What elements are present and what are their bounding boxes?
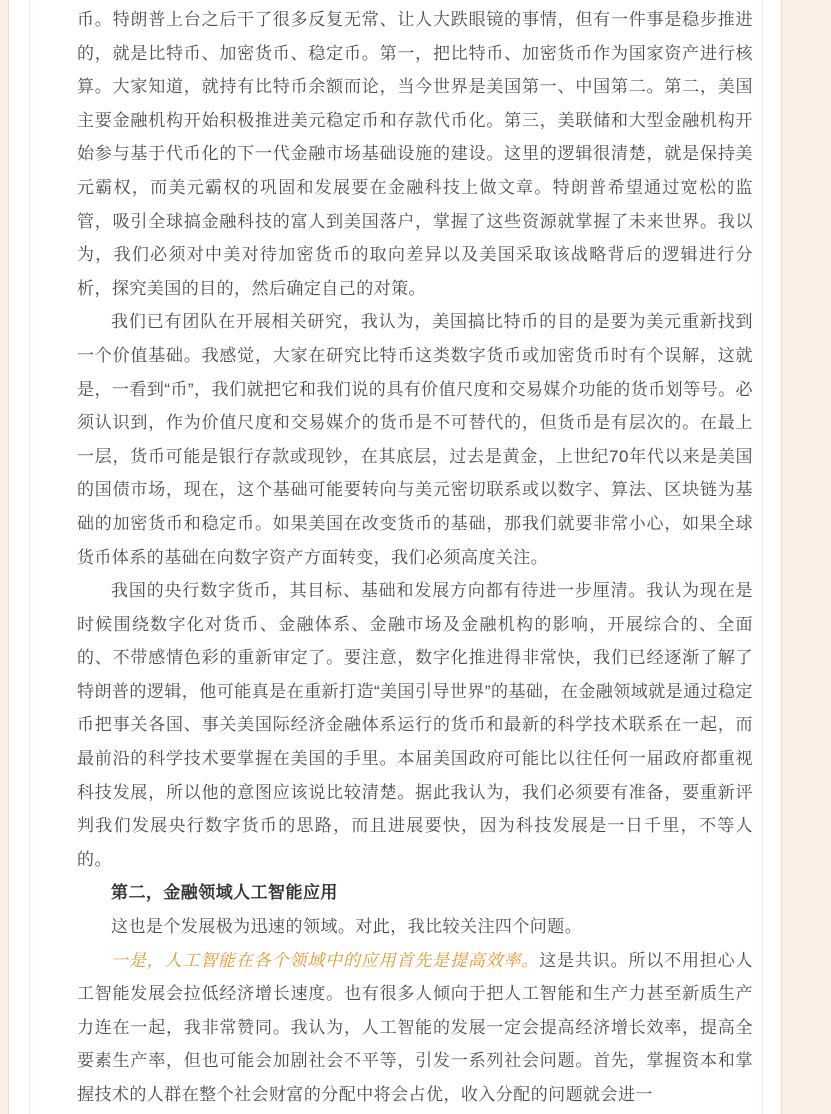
paragraph-value-basis: 我们已有团队在开展相关研究，我认为，美国搞比特币的目的是要为美元重新找到一个价值基础。我感觉，大家在研究比特币这类数字货币或加密货币时有个误解，这就是，一看到“币”，我们就把它和我们说的具有价值尺度和交易媒介功能的货币划等号。必须认识到，作为价值尺度和交易媒介的货币是不可替代的，但货币是有层次的。在最上一层，货币可能是银行存款或现钞，在其底层，过去是黄金，上世纪70年代以来是美国的国债市场，现在，这个基础可能要转向与美元密切联系或以数字、算法、区块链为基础的加密货币和稳定币。如果美国在改变货币的基础，那我们就要非常小心，如果全球货币体系的基础在向数字资产方面转变，我们必须高度关注。 [77,312,753,567]
paragraph-bitcoin-strategy: 币。特朗普上台之后干了很多反复无常、让人大跌眼镜的事情，但有一件事是稳步推进的，就是比特币、加密货币、稳定币。第一，把比特币、加密货币作为国家资产进行核算。大家知道，就持有比特币余额而论，当今世界是美国第一、中国第二。第二，美国主要金融机构开始积极推进美元稳定币和存款代币化。第三，美联储和大型金融机构开始参与基于代币化的下一代金融市场基础设施的建设。这里的逻辑很清楚，就是保持美元霸权，而美元霸权的巩固和发展要在金融科技上做文章。特朗普希望通过宽松的监管，吸引全球搞金融科技的富人到美国落户，掌握了这些资源就掌握了未来世界。我以为，我们必须对中美对待加密货币的取向差异以及美国采取该战略背后的逻辑进行分析，探究美国的目的，然后确定自己的对策。 [77,10,753,298]
point-one-text: 这是共识。所以不用担心人工智能发展会拉低经济增长速度。也有很多人倾向于把人工智能和生产力甚至新质生产力连在一起，我非常赞同。我认为，人工智能的发展一定会提高经济增长效率，提高全要素生产率，但也可能会加剧社会不平等，引发一系列社会问题。首先，掌握资本和掌握技术的人群在整个社会财富的分配中将会占优，收入分配的问题就会进一 [77,950,753,1104]
point-one-paragraph [77,944,753,1112]
paragraph-digital-currency: 我国的央行数字货币，其目标、基础和发展方向都有待进一步厘清。我认为现在是时候围绕数字化对货币、金融体系、金融市场及金融机构的影响，开展综合的、全面的、不带感情色彩的重新审定了。要注意，数字化推进得非常快，我们已经逐渐了解了特朗普的逻辑，他可能真是在重新打造“美国引导世界”的基础，在金融领域就是通过稳定币把事关各国、事关美国际经济金融体系运行的货币和最新的科学技术联系在一起，而最前沿的科学技术要掌握在美国的手里。本届美国政府可能比以往任何一届政府都重视科技发展，所以他的意图应该说比较清楚。据此我认为，我们必须要有准备，要重新评判我们发展央行数字货币的思路，而且进展要快，因为科技发展是一日千里，不等人的。 [77,581,753,869]
section-intro: 这也是个发展极为迅速的领域。对此，我比较关注四个问题。 [111,917,583,937]
point-one-emphasis: 一是，人工智能在各个领域中的应用首先是提高效率。 [111,950,540,970]
article-body [77,3,753,1112]
section-heading: 第二，金融领域人工智能应用 [111,883,338,903]
